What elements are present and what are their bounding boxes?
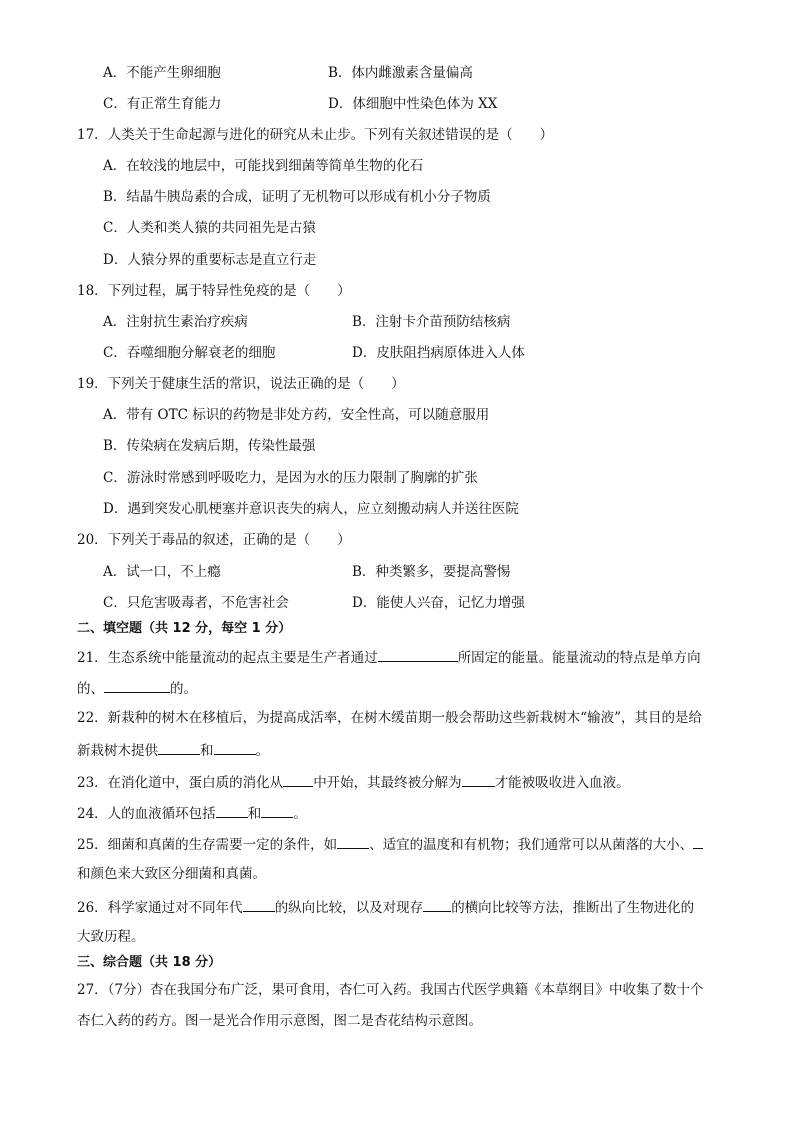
q26-line1 [77, 896, 694, 918]
q22-blank-1[interactable] [158, 739, 200, 755]
q23-text-3: 才能被吸收进入血液。 [494, 775, 630, 791]
q25-line1 [77, 833, 703, 855]
q22-line2 [77, 739, 269, 761]
section-fill-in-heading: 二、填空题（共 12 分，每空 1 分） [77, 621, 292, 636]
q19-option-b: B．传染病在发病后期，传染性最强 [103, 438, 316, 454]
q20-option-a: A．试一口，不上瘾 [103, 564, 221, 580]
q23-line [77, 771, 630, 793]
q20-option-b: B．种类繁多，要提高警惕 [352, 564, 511, 580]
q17-stem: 17．人类关于生命起源与进化的研究从未止步。下列有关叙述错误的是（ ） [77, 127, 554, 143]
q19-option-a: A．带有 OTC 标识的药物是非处方药，安全性高，可以随意服用 [103, 407, 490, 423]
q22-blank-2[interactable] [214, 739, 256, 755]
q17-option-a: A．在较浅的地层中，可能找到细菌等简单生物的化石 [103, 158, 424, 174]
q21-blank-1[interactable] [378, 646, 458, 662]
q24-blank-1[interactable] [216, 802, 248, 818]
q26-blank-2[interactable] [423, 896, 451, 912]
q24-blank-2[interactable] [261, 802, 293, 818]
q23-blank-1[interactable] [283, 771, 313, 787]
q22-line1: 22．新栽种的树木在移植后，为提高成活率，在树木缓苗期一般会帮助这些新栽树木“输液”，其目的是给 [77, 710, 702, 726]
q24-text-1: 24．人的血液循环包括 [77, 806, 216, 822]
q17-option-c: C．人类和类人猿的共同祖先是古猿 [103, 220, 316, 236]
q25-text-2: 、适宜的温度和有机物；我们通常可以从菌落的大小、 [369, 837, 694, 853]
q21-line1 [77, 646, 701, 668]
q17-option-d: D．人猿分界的重要标志是直立行走 [103, 252, 317, 268]
q18-option-d: D．皮肤阻挡病原体进入人体 [352, 345, 525, 361]
q25-text-1: 25．细菌和真菌的生存需要一定的条件，如 [77, 837, 338, 853]
q21-text-2: 所固定的能量。能量流动的特点是单方向 [457, 650, 701, 666]
q25-blank-2[interactable] [693, 833, 703, 849]
q26-text-2: 的纵向比较，以及对现存 [274, 900, 424, 916]
q19-option-c: C．游泳时常感到呼吸吃力，是因为水的压力限制了胸廓的扩张 [103, 470, 478, 486]
q18-option-c: C．吞噬细胞分解衰老的细胞 [103, 345, 276, 361]
q20-stem: 20．下列关于毒品的叙述，正确的是（ ） [77, 532, 351, 548]
q21-text-1: 21．生态系统中能量流动的起点主要是生产者通过 [77, 650, 378, 666]
q21-line2 [77, 677, 197, 699]
q16-option-d: D．体细胞中性染色体为 XX [328, 96, 498, 112]
q21-blank-2[interactable] [104, 677, 170, 693]
q17-option-b: B．结晶牛胰岛素的合成，证明了无机物可以形成有机小分子物质 [103, 189, 491, 205]
q19-option-d: D．遇到突发心肌梗塞并意识丧失的病人，应立刻搬动病人并送往医院 [103, 501, 519, 517]
q16-option-c: C．有正常生育能力 [103, 96, 222, 112]
q26-blank-1[interactable] [243, 896, 275, 912]
q25-blank-1[interactable] [337, 833, 369, 849]
q23-blank-2[interactable] [462, 771, 495, 787]
q22-text-3: 和 [200, 743, 214, 759]
q26-line2: 大致历程。 [77, 929, 145, 945]
q24-text-2: 和 [247, 806, 262, 822]
q25-line2: 和颜色来大致区分细菌和真菌。 [77, 866, 266, 882]
q23-text-1: 23．在消化道中，蛋白质的消化从 [77, 775, 284, 791]
q24-text-3: 。 [293, 806, 307, 822]
q18-stem: 18．下列过程，属于特异性免疫的是（ ） [77, 283, 351, 299]
q27-line1: 27．（7分）杏在我国分布广泛，果可食用，杏仁可入药。我国古代医学典籍《本草纲目》中收集了数十个 [77, 982, 704, 998]
q16-option-a: A．不能产生卵细胞 [103, 65, 221, 81]
q24-line [77, 802, 307, 824]
q22-text-4: 。 [255, 743, 269, 759]
section-comprehensive-heading: 三、综合题（共 18 分） [77, 955, 222, 970]
q26-text-3: 的横向比较等方法，推断出了生物进化的 [451, 900, 695, 916]
q18-option-b: B．注射卡介苗预防结核病 [352, 314, 511, 330]
q21-text-3: 的、 [77, 681, 104, 697]
q20-option-d: D．能使人兴奋，记忆力增强 [352, 595, 525, 611]
q23-text-2: 中开始，其最终被分解为 [313, 775, 462, 791]
q19-stem: 19．下列关于健康生活的常识，说法正确的是（ ） [77, 376, 405, 392]
q16-option-b: B．体内雌激素含量偏高 [328, 65, 473, 81]
q26-text-1: 26．科学家通过对不同年代 [77, 900, 243, 916]
q20-option-c: C．只危害吸毒者，不危害社会 [103, 595, 289, 611]
q18-option-a: A．注射抗生素治疗疾病 [103, 314, 248, 330]
q27-line2: 杏仁入药的药方。图一是光合作用示意图，图二是杏花结构示意图。 [77, 1013, 482, 1029]
q21-text-4: 的。 [170, 681, 197, 697]
q22-text-2: 新栽树木提供 [77, 743, 158, 759]
